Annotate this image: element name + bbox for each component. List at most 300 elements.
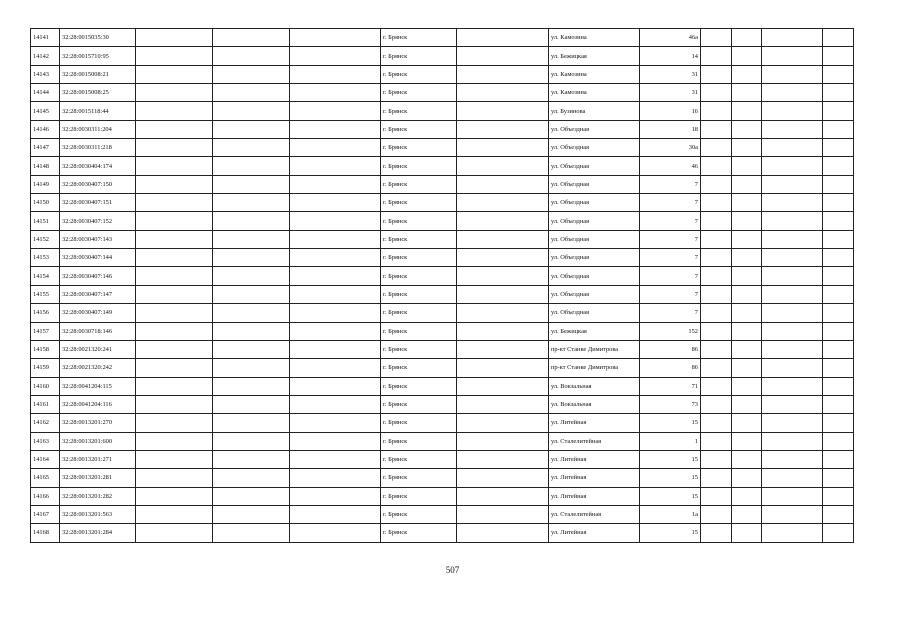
street-cell: ул. Бузинова: [549, 102, 640, 120]
row-number-cell: 14159: [31, 359, 60, 377]
row-number-cell: 14147: [31, 139, 60, 157]
house-number-cell: 7: [640, 249, 701, 267]
empty-cell: [701, 139, 732, 157]
empty-cell: [213, 29, 290, 47]
empty-cell: [732, 267, 762, 285]
empty-cell: [732, 175, 762, 193]
cadastral-number-cell: 32:28:0013201:281: [60, 469, 136, 487]
table-row: [31, 230, 854, 248]
empty-cell: [457, 395, 549, 413]
empty-cell: [701, 285, 732, 303]
empty-cell: [290, 395, 381, 413]
empty-cell: [136, 524, 213, 542]
empty-cell: [136, 432, 213, 450]
empty-cell: [732, 469, 762, 487]
house-number-cell: 15: [640, 414, 701, 432]
house-number-cell: 15: [640, 450, 701, 468]
cadastral-number-cell: 32:28:0030407:146: [60, 267, 136, 285]
city-cell: г. Брянск: [381, 29, 457, 47]
empty-cell: [136, 84, 213, 102]
empty-cell: [701, 267, 732, 285]
empty-cell: [457, 139, 549, 157]
empty-cell: [136, 212, 213, 230]
empty-cell: [701, 340, 732, 358]
table-row: [31, 395, 854, 413]
empty-cell: [823, 340, 854, 358]
empty-cell: [136, 102, 213, 120]
empty-cell: [762, 414, 823, 432]
empty-cell: [823, 29, 854, 47]
empty-cell: [213, 285, 290, 303]
house-number-cell: 152: [640, 322, 701, 340]
empty-cell: [213, 212, 290, 230]
empty-cell: [457, 212, 549, 230]
empty-cell: [823, 322, 854, 340]
empty-cell: [762, 487, 823, 505]
empty-cell: [701, 194, 732, 212]
empty-cell: [290, 102, 381, 120]
empty-cell: [701, 29, 732, 47]
empty-cell: [823, 65, 854, 83]
empty-cell: [732, 47, 762, 65]
table-row: [31, 29, 854, 47]
empty-cell: [701, 322, 732, 340]
empty-cell: [213, 469, 290, 487]
table-row: [31, 65, 854, 83]
empty-cell: [762, 47, 823, 65]
empty-cell: [762, 285, 823, 303]
empty-cell: [457, 194, 549, 212]
empty-cell: [290, 505, 381, 523]
empty-cell: [290, 340, 381, 358]
empty-cell: [732, 249, 762, 267]
street-cell: ул. Вокзальная: [549, 377, 640, 395]
table-row: [31, 47, 854, 65]
empty-cell: [701, 359, 732, 377]
empty-cell: [290, 29, 381, 47]
cadastral-number-cell: 32:28:0021320:242: [60, 359, 136, 377]
empty-cell: [136, 29, 213, 47]
empty-cell: [457, 377, 549, 395]
row-number-cell: 14155: [31, 285, 60, 303]
city-cell: г. Брянск: [381, 175, 457, 193]
empty-cell: [762, 267, 823, 285]
empty-cell: [290, 359, 381, 377]
empty-cell: [136, 487, 213, 505]
empty-cell: [457, 249, 549, 267]
empty-cell: [732, 29, 762, 47]
street-cell: ул. Сталелитейная: [549, 505, 640, 523]
cadastral-number-cell: 32:28:0030407:152: [60, 212, 136, 230]
cadastral-number-cell: 32:28:0015008:25: [60, 84, 136, 102]
house-number-cell: 14: [640, 47, 701, 65]
city-cell: г. Брянск: [381, 414, 457, 432]
empty-cell: [457, 414, 549, 432]
table-row: [31, 487, 854, 505]
empty-cell: [823, 194, 854, 212]
row-number-cell: 14164: [31, 450, 60, 468]
empty-cell: [823, 524, 854, 542]
city-cell: г. Брянск: [381, 524, 457, 542]
table-row: [31, 212, 854, 230]
empty-cell: [290, 47, 381, 65]
empty-cell: [823, 230, 854, 248]
document-sheet: [30, 28, 854, 543]
table-row: [31, 84, 854, 102]
empty-cell: [290, 414, 381, 432]
empty-cell: [213, 304, 290, 322]
empty-cell: [823, 377, 854, 395]
empty-cell: [213, 377, 290, 395]
table-row: [31, 157, 854, 175]
empty-cell: [732, 102, 762, 120]
cadastral-number-cell: 32:28:0030718:146: [60, 322, 136, 340]
city-cell: г. Брянск: [381, 340, 457, 358]
empty-cell: [136, 285, 213, 303]
street-cell: ул. Камозина: [549, 65, 640, 83]
empty-cell: [290, 450, 381, 468]
empty-cell: [213, 157, 290, 175]
empty-cell: [213, 249, 290, 267]
empty-cell: [732, 120, 762, 138]
cadastral-number-cell: 32:28:0013201:600: [60, 432, 136, 450]
house-number-cell: 15: [640, 524, 701, 542]
cadastral-number-cell: 32:28:0030407:143: [60, 230, 136, 248]
cadastral-number-cell: 32:28:0013201:282: [60, 487, 136, 505]
row-number-cell: 14166: [31, 487, 60, 505]
house-number-cell: 7: [640, 230, 701, 248]
empty-cell: [290, 175, 381, 193]
empty-cell: [823, 102, 854, 120]
empty-cell: [136, 469, 213, 487]
row-number-cell: 14161: [31, 395, 60, 413]
empty-cell: [136, 249, 213, 267]
house-number-cell: 31: [640, 84, 701, 102]
street-cell: ул. Литейная: [549, 414, 640, 432]
empty-cell: [762, 340, 823, 358]
house-number-cell: 31: [640, 65, 701, 83]
empty-cell: [136, 322, 213, 340]
table-row: [31, 285, 854, 303]
empty-cell: [732, 432, 762, 450]
city-cell: г. Брянск: [381, 359, 457, 377]
empty-cell: [823, 469, 854, 487]
empty-cell: [213, 359, 290, 377]
table-row: [31, 102, 854, 120]
empty-cell: [457, 505, 549, 523]
city-cell: г. Брянск: [381, 285, 457, 303]
empty-cell: [762, 524, 823, 542]
city-cell: г. Брянск: [381, 322, 457, 340]
city-cell: г. Брянск: [381, 139, 457, 157]
house-number-cell: 86: [640, 340, 701, 358]
empty-cell: [762, 65, 823, 83]
empty-cell: [290, 249, 381, 267]
row-number-cell: 14142: [31, 47, 60, 65]
street-cell: ул. Объездная: [549, 304, 640, 322]
empty-cell: [701, 377, 732, 395]
street-cell: ул. Объездная: [549, 249, 640, 267]
empty-cell: [213, 505, 290, 523]
cadastral-number-cell: 32:28:0041204:115: [60, 377, 136, 395]
house-number-cell: 7: [640, 212, 701, 230]
empty-cell: [823, 212, 854, 230]
empty-cell: [457, 102, 549, 120]
empty-cell: [823, 249, 854, 267]
empty-cell: [823, 157, 854, 175]
empty-cell: [136, 120, 213, 138]
empty-cell: [823, 414, 854, 432]
house-number-cell: 71: [640, 377, 701, 395]
row-number-cell: 14158: [31, 340, 60, 358]
empty-cell: [701, 414, 732, 432]
empty-cell: [823, 139, 854, 157]
empty-cell: [213, 340, 290, 358]
empty-cell: [457, 487, 549, 505]
row-number-cell: 14151: [31, 212, 60, 230]
records-table: [30, 28, 854, 543]
city-cell: г. Брянск: [381, 432, 457, 450]
empty-cell: [823, 505, 854, 523]
row-number-cell: 14168: [31, 524, 60, 542]
city-cell: г. Брянск: [381, 194, 457, 212]
house-number-cell: 15: [640, 469, 701, 487]
cadastral-number-cell: 32:28:0030404:174: [60, 157, 136, 175]
house-number-cell: 1: [640, 432, 701, 450]
cadastral-number-cell: 32:28:0013201:563: [60, 505, 136, 523]
empty-cell: [823, 267, 854, 285]
empty-cell: [762, 395, 823, 413]
table-row: [31, 249, 854, 267]
row-number-cell: 14141: [31, 29, 60, 47]
empty-cell: [762, 249, 823, 267]
cadastral-number-cell: 32:28:0041204:116: [60, 395, 136, 413]
house-number-cell: 15: [640, 487, 701, 505]
empty-cell: [213, 432, 290, 450]
empty-cell: [290, 432, 381, 450]
empty-cell: [823, 120, 854, 138]
empty-cell: [290, 139, 381, 157]
empty-cell: [290, 469, 381, 487]
street-cell: ул. Литейная: [549, 487, 640, 505]
house-number-cell: 46: [640, 157, 701, 175]
city-cell: г. Брянск: [381, 267, 457, 285]
row-number-cell: 14167: [31, 505, 60, 523]
empty-cell: [457, 450, 549, 468]
empty-cell: [732, 304, 762, 322]
empty-cell: [136, 47, 213, 65]
empty-cell: [732, 340, 762, 358]
empty-cell: [213, 230, 290, 248]
empty-cell: [290, 322, 381, 340]
empty-cell: [457, 432, 549, 450]
row-number-cell: 14165: [31, 469, 60, 487]
street-cell: ул. Литейная: [549, 469, 640, 487]
empty-cell: [762, 230, 823, 248]
empty-cell: [213, 47, 290, 65]
street-cell: ул. Камозина: [549, 84, 640, 102]
empty-cell: [732, 84, 762, 102]
empty-cell: [732, 377, 762, 395]
empty-cell: [762, 377, 823, 395]
empty-cell: [732, 414, 762, 432]
empty-cell: [457, 469, 549, 487]
table-row: [31, 524, 854, 542]
empty-cell: [762, 304, 823, 322]
house-number-cell: 1а: [640, 505, 701, 523]
house-number-cell: 30а: [640, 139, 701, 157]
table-row: [31, 120, 854, 138]
empty-cell: [732, 487, 762, 505]
empty-cell: [732, 359, 762, 377]
cadastral-number-cell: 32:28:0013201:270: [60, 414, 136, 432]
empty-cell: [732, 194, 762, 212]
cadastral-number-cell: 32:28:0013201:284: [60, 524, 136, 542]
empty-cell: [732, 524, 762, 542]
empty-cell: [762, 102, 823, 120]
empty-cell: [457, 322, 549, 340]
street-cell: ул. Объездная: [549, 212, 640, 230]
empty-cell: [701, 304, 732, 322]
empty-cell: [213, 487, 290, 505]
empty-cell: [290, 524, 381, 542]
empty-cell: [823, 84, 854, 102]
empty-cell: [701, 102, 732, 120]
city-cell: г. Брянск: [381, 65, 457, 83]
street-cell: ул. Объездная: [549, 157, 640, 175]
city-cell: г. Брянск: [381, 102, 457, 120]
empty-cell: [136, 414, 213, 432]
row-number-cell: 14148: [31, 157, 60, 175]
empty-cell: [823, 487, 854, 505]
street-cell: ул. Литейная: [549, 524, 640, 542]
table-row: [31, 414, 854, 432]
empty-cell: [732, 505, 762, 523]
empty-cell: [701, 84, 732, 102]
empty-cell: [213, 267, 290, 285]
empty-cell: [732, 157, 762, 175]
empty-cell: [136, 359, 213, 377]
empty-cell: [701, 175, 732, 193]
house-number-cell: 7: [640, 175, 701, 193]
empty-cell: [762, 175, 823, 193]
cadastral-number-cell: 32:28:0030407:149: [60, 304, 136, 322]
table-row: [31, 267, 854, 285]
empty-cell: [136, 304, 213, 322]
empty-cell: [762, 120, 823, 138]
cadastral-number-cell: 32:28:0013201:271: [60, 450, 136, 468]
city-cell: г. Брянск: [381, 377, 457, 395]
street-cell: ул. Объездная: [549, 120, 640, 138]
street-cell: пр-кт Станке Димитрова: [549, 340, 640, 358]
city-cell: г. Брянск: [381, 395, 457, 413]
empty-cell: [213, 84, 290, 102]
empty-cell: [213, 524, 290, 542]
street-cell: ул. Литейная: [549, 450, 640, 468]
empty-cell: [290, 120, 381, 138]
empty-cell: [290, 377, 381, 395]
house-number-cell: 46а: [640, 29, 701, 47]
house-number-cell: 16: [640, 102, 701, 120]
street-cell: ул. Сталелитейная: [549, 432, 640, 450]
empty-cell: [290, 212, 381, 230]
empty-cell: [136, 377, 213, 395]
cadastral-number-cell: 32:28:0030407:147: [60, 285, 136, 303]
empty-cell: [136, 267, 213, 285]
empty-cell: [213, 395, 290, 413]
row-number-cell: 14145: [31, 102, 60, 120]
empty-cell: [213, 102, 290, 120]
street-cell: ул. Бежицкая: [549, 322, 640, 340]
cadastral-number-cell: 32:28:0021320:241: [60, 340, 136, 358]
empty-cell: [136, 175, 213, 193]
empty-cell: [701, 524, 732, 542]
empty-cell: [823, 395, 854, 413]
empty-cell: [213, 414, 290, 432]
empty-cell: [701, 230, 732, 248]
empty-cell: [732, 230, 762, 248]
table-row: [31, 340, 854, 358]
city-cell: г. Брянск: [381, 84, 457, 102]
street-cell: ул. Вокзальная: [549, 395, 640, 413]
table-row: [31, 175, 854, 193]
street-cell: ул. Объездная: [549, 285, 640, 303]
city-cell: г. Брянск: [381, 249, 457, 267]
empty-cell: [213, 139, 290, 157]
empty-cell: [457, 175, 549, 193]
empty-cell: [701, 212, 732, 230]
house-number-cell: 7: [640, 304, 701, 322]
empty-cell: [732, 139, 762, 157]
empty-cell: [762, 212, 823, 230]
empty-cell: [457, 340, 549, 358]
empty-cell: [290, 65, 381, 83]
empty-cell: [136, 65, 213, 83]
table-row: [31, 469, 854, 487]
row-number-cell: 14144: [31, 84, 60, 102]
empty-cell: [213, 120, 290, 138]
house-number-cell: 7: [640, 194, 701, 212]
empty-cell: [457, 230, 549, 248]
empty-cell: [701, 120, 732, 138]
row-number-cell: 14162: [31, 414, 60, 432]
street-cell: ул. Объездная: [549, 230, 640, 248]
city-cell: г. Брянск: [381, 487, 457, 505]
row-number-cell: 14153: [31, 249, 60, 267]
cadastral-number-cell: 32:28:0015710:95: [60, 47, 136, 65]
empty-cell: [762, 432, 823, 450]
empty-cell: [762, 359, 823, 377]
empty-cell: [823, 450, 854, 468]
row-number-cell: 14160: [31, 377, 60, 395]
empty-cell: [457, 120, 549, 138]
cadastral-number-cell: 32:28:0030407:144: [60, 249, 136, 267]
empty-cell: [762, 450, 823, 468]
row-number-cell: 14152: [31, 230, 60, 248]
empty-cell: [290, 230, 381, 248]
empty-cell: [762, 139, 823, 157]
table-row: [31, 377, 854, 395]
empty-cell: [701, 157, 732, 175]
empty-cell: [457, 65, 549, 83]
empty-cell: [136, 340, 213, 358]
street-cell: ул. Объездная: [549, 194, 640, 212]
empty-cell: [823, 47, 854, 65]
table-row: [31, 432, 854, 450]
house-number-cell: 86: [640, 359, 701, 377]
table-row: [31, 139, 854, 157]
city-cell: г. Брянск: [381, 304, 457, 322]
